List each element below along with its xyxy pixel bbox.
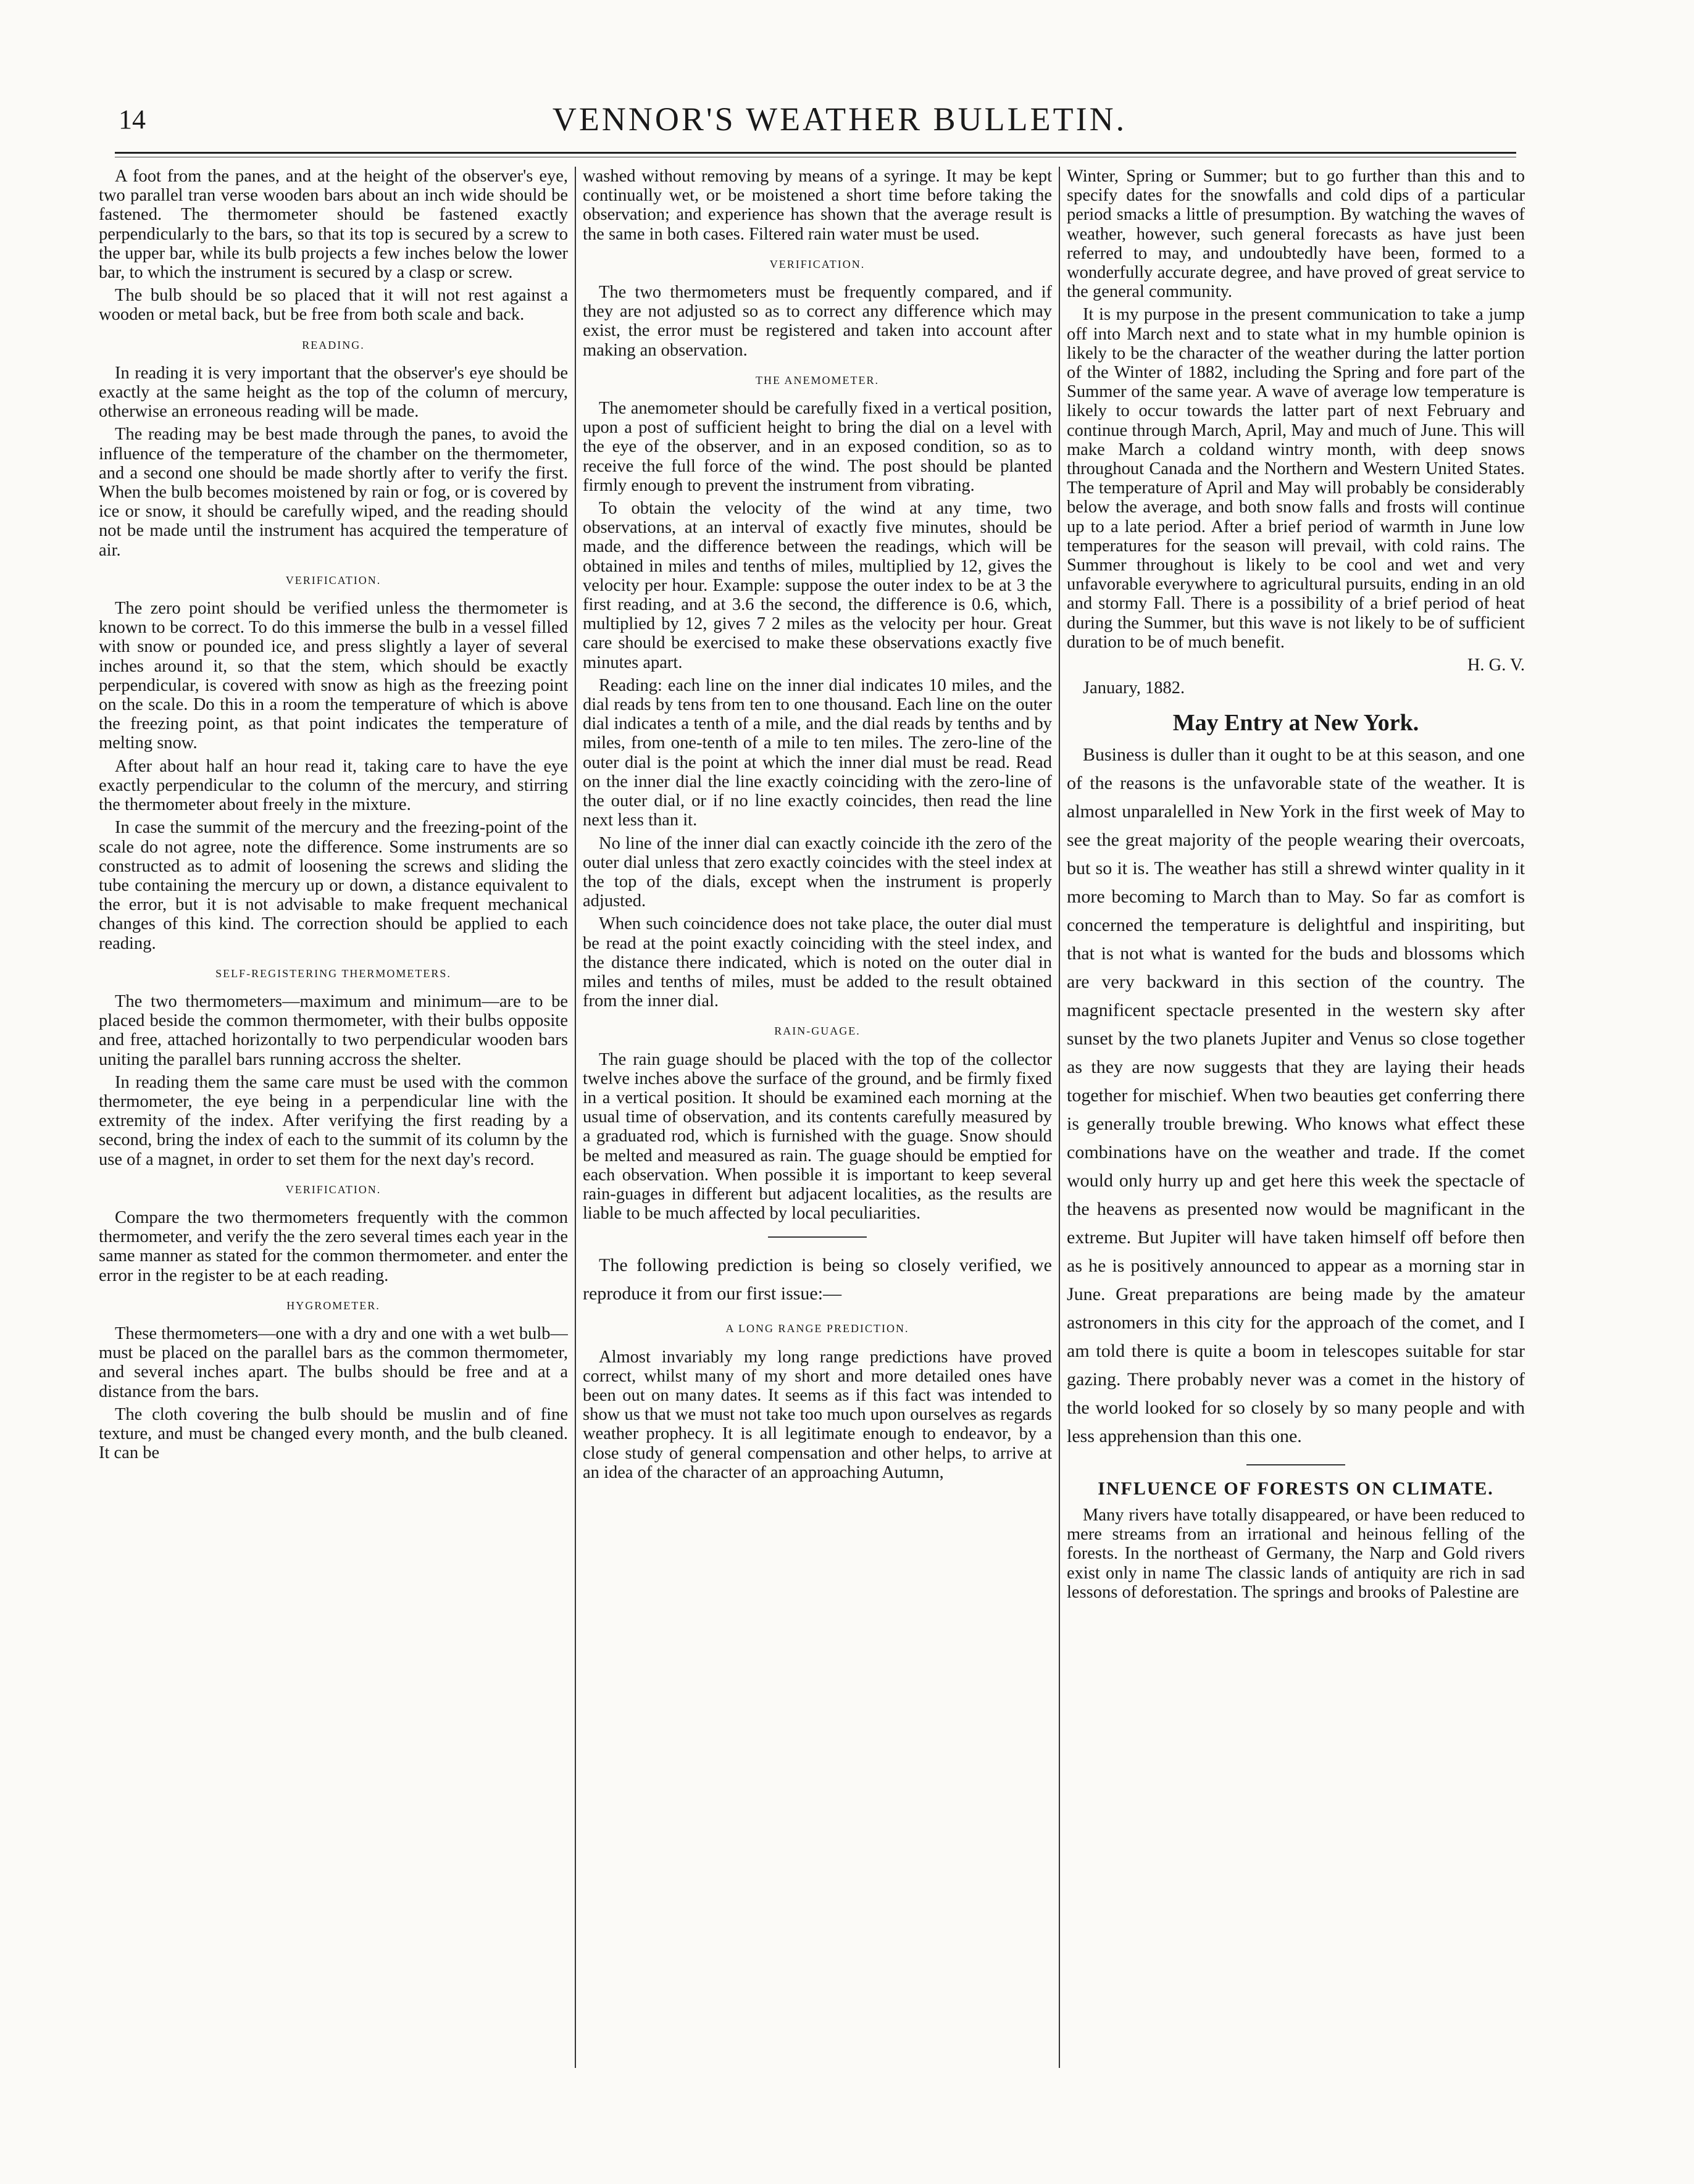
paragraph: Winter, Spring or Summer; but to go further than this and to specify dates for the snowfalls and cold dips of a particular period smacks a little of presumption. By watching the waves of weather, however, such general forecasts as have just been referred to may, and undoubtedly have been, formed to a wonderfully accurate degree, and have proved of great service to the general community. bbox=[1067, 167, 1525, 302]
paragraph: In case the summit of the mercury and the freezing-point of the scale do not agree, note the difference. Some instruments are so constructed as to admit of loosening the screws and sliding the tube containing the mercury up or down, a distance equivalent to the error, but it is not advisable to make frequent mechanical changes of this kind. The correction should be applied to each reading. bbox=[99, 818, 568, 953]
column-3 bbox=[1067, 167, 1525, 2080]
signature: H. G. V. bbox=[1467, 656, 1525, 675]
paragraph: The zero point should be verified unless the thermometer is known to be correct. To do this immerse the bulb in a vessel filled with snow or pounded ice, and press slightly a layer of several inches around it, so that the stem, which should be exactly perpendicular, is covered with snow as high as the freezing point on the scale. Do this in a room the temperature of which is above the freezing point, as that point indicates the temperature of melting snow. bbox=[99, 599, 568, 753]
section-heading-verification: VERIFICATION. bbox=[285, 573, 382, 586]
paragraph: These thermometers—one with a dry and one with a wet bulb—must be placed on the parallel bars as the common thermometer, and several inches apart. The bulbs should be free and at a distance from the bars. bbox=[99, 1323, 568, 1401]
paragraph: Almost invariably my long range predictions have proved correct, whilst many of my short and more detailed ones have been out on many dates. It seems as if this fact was intended to show us that we must not take too much upon ourselves as regards weather prophecy. It is all legitimate enough to endeavor, by a close study of general compensation and other helps, to arrive at an idea of the character of an approaching Autumn, bbox=[583, 1347, 1052, 1482]
paragraph: The reading may be best made through the panes, to avoid the influence of the temperature of the chamber on the thermometer, and a second one should be made shortly after to verify the first. When the bulb becomes moistened by rain or fog, or is covered by ice or snow, it should be carefully wiped, and the reading should not be made until the instrument has acquired the temperature of air. bbox=[99, 425, 568, 560]
article-headline-forests: INFLUENCE OF FORESTS ON CLIMATE. bbox=[1098, 1478, 1494, 1499]
section-heading-anemometer: THE ANEMOMETER. bbox=[756, 373, 879, 386]
paragraph: No line of the inner dial can exactly coincide ith the zero of the outer dial unless that zero exactly coincides with the steel index at the top of the dials, except when the instrument is properly adjusted. bbox=[583, 833, 1052, 911]
paragraph: In reading it is very important that the observer's eye should be exactly at the same height as the top of the column of mercury, otherwise an erroneous reading will be made. bbox=[99, 363, 568, 422]
paragraph: The two thermometers—maximum and minimum—are to be placed beside the common thermometer, with their bulbs opposite and free, attached horizontally to two perpendicular wooden bars uniting the parallel bars running accross the shelter. bbox=[99, 991, 568, 1069]
paragraph: Many rivers have totally disappeared, or have been reduced to mere streams from an irrational and heinous felling of the forests. In the northeast of Germany, the Narp and Gold rivers exist only in name The classic lands of antiquity are rich in sad lessons of deforestation. The springs and brooks of Palestine are bbox=[1067, 1505, 1525, 1602]
section-divider bbox=[768, 1236, 867, 1238]
paragraph: A foot from the panes, and at the height of the observer's eye, two parallel tran verse wooden bars about an inch wide should be fastened. The thermometer should be fastened exactly perpendicularly to the bars, so that its top is secured by a screw to the upper bar, while its bulb projects a few inches below the lower bar, to which the instrument is secured by a clasp or screw. bbox=[99, 167, 568, 283]
article-headline-may-entry: May Entry at New York. bbox=[1172, 710, 1419, 736]
section-divider bbox=[1246, 1464, 1345, 1465]
section-heading-hygrometer: HYGROMETER. bbox=[286, 1299, 380, 1312]
paragraph: Compare the two thermometers frequently with the common thermometer, and verify the the zero several times each year in the same manner as stated for the common thermometer. and enter the error in the register to be at each reading. bbox=[99, 1207, 568, 1285]
column-divider-2 bbox=[1059, 167, 1060, 2068]
paragraph: Reading: each line on the inner dial indicates 10 miles, and the dial reads by tens from ten to one thousand. Each line on the outer dial indicates a tenth of a mile, and the dial reads by tenths and by miles, from one-tenth of a mile to ten miles. The zero-line of the outer dial is the point at which the inner dial must be read. Read on the inner dial the line exactly coinciding with the zero-line of the outer dial, or if no line exactly coincides, then read the line next less than it. bbox=[583, 675, 1052, 830]
masthead-title: VENNOR'S WEATHER BULLETIN. bbox=[552, 101, 1127, 138]
page-number: 14 bbox=[119, 104, 146, 135]
paragraph: The rain guage should be placed with the top of the collector twelve inches above the surface of the ground, and be firmly fixed in a vertical position. It should be examined each morning at the usual time of observation, and its contents carefully measured by a graduated rod, which is furnished with the guage. Snow should be melted and measured as rain. The guage should be emptied for each observation. When possible it is important to keep several rain-guages in different but adjacent localities, as the results are liable to be much affected by local peculiarities. bbox=[583, 1049, 1052, 1223]
header-rule bbox=[115, 152, 1516, 154]
section-heading-self-registering: SELF-REGISTERING THERMOMETERS. bbox=[215, 967, 451, 980]
section-heading-rain-guage: RAIN-GUAGE. bbox=[774, 1025, 861, 1038]
paragraph: The bulb should be so placed that it will not rest against a wooden or metal back, but be free from both scale and back. bbox=[99, 286, 568, 325]
column-2 bbox=[583, 167, 1052, 2080]
paragraph: The cloth covering the bulb should be muslin and of fine texture, and must be changed every month, and the bulb cleaned. It can be bbox=[99, 1404, 568, 1463]
section-heading-verification-2: VERIFICATION. bbox=[285, 1183, 382, 1196]
paragraph: In reading them the same care must be used with the common thermometer, the eye being in a perpendicular line with the extremity of the index. After verifying the first reading by a second, bring the index of each to the summit of its column by the use of a magnet, in order to set them for the next day's record. bbox=[99, 1072, 568, 1169]
column-1 bbox=[99, 167, 568, 2080]
section-heading-verification: VERIFICATION. bbox=[769, 257, 866, 270]
column-divider-1 bbox=[575, 167, 576, 2068]
section-heading-reading: READING. bbox=[302, 338, 365, 351]
paragraph: The following prediction is being so closely verified, we reproduce it from our first issue:— bbox=[583, 1255, 1052, 1304]
paragraph: washed without removing by means of a syringe. It may be kept continually wet, or be moistened a short time before taking the observation; and experience has shown that the average result is the same in both cases. Filtered rain water must be used. bbox=[583, 167, 1052, 244]
paragraph: When such coincidence does not take place, the outer dial must be read at the point exactly coinciding with the steel index, and the distance there indicated, which is noted on the outer dial in miles and tenths of miles, must be added to the result obtained from the inner dial. bbox=[583, 914, 1052, 1011]
paragraph: It is my purpose in the present communication to take a jump off into March next and to state what in my humble opinion is likely to be the character of the weather during the latter portion of the Winter of 1882, including the Spring and fore part of the Summer of the same year. A wave of average low temperature is likely to occur towards the latter part of next February and continue through March, April, May and much of June. This will make March a coldand wintry month, with deep snows throughout Canada and the Northern and Western United States. The temperature of April and May will probably be considerably below the average, and both snow falls and frosts will continue up to a late period. After a brief period of warmth in June low temperatures for the season will prevail, with cold rains. The Summer throughout is likely to be cool and wet and very unfavorable everywhere to agricultural pursuits, ending in an old and stormy Fall. There is a possibility of a brief period of heat during the Summer, but this wave is not likely to be of sufficient duration to be of much benefit. bbox=[1067, 305, 1525, 652]
section-heading-prediction: A LONG RANGE PREDICTION. bbox=[725, 1322, 909, 1335]
paragraph: To obtain the velocity of the wind at any time, two observations, at an interval of exactly five minutes, should be made, and the difference between the readings, which will be obtained in miles and tenths of miles, multiplied by 12, gives the velocity per hour. Example: suppose the outer index to be at 3 the first reading, and at 3.6 the second, the difference is 0.6, which, multiplied by 12, gives 7 2 miles as the velocity per hour. Great care should be exercised to make these observations exactly five minutes apart. bbox=[583, 499, 1052, 672]
paragraph: Business is duller than it ought to be at this season, and one of the reasons is the unfavorable state of the weather. It is almost unparalelled in New York in the first week of May to see the great majority of the people wearing their overcoats, but so it is. The weather has still a shrewd winter quality in it more becoming to March than to May. So far as comfort is concerned the temperature is delightful and inspiriting, but that is not what is wanted for the buds and blossoms which are very backward in this section of the country. The magnificent spectacle presented in the western sky after sunset by the two planets Jupiter and Venus so close together as they are now suggests that they are laying their heads together for mischief. When two beauties get conferring there is generally trouble brewing. Who knows what effect these combinations have on the weather and trade. If the comet would only hurry up and get here this week the spectacle of the heavens as presented now would be magnificant in the extreme. But Jupiter will have taken himself off before then as he is positively announced to appear as a morning star in June. Great preparations are being made by the amateur astronomers in this city for the approach of the comet, and I am told there is quite a boom in telescopes suitable for star gazing. There probably never was a comet in the history of the world looked for so closely by so many people and with less apprehension than this one. bbox=[1067, 744, 1525, 1446]
paragraph: After about half an hour read it, taking care to have the eye exactly perpendicular to the column of the mercury, and stirring the thermometer about freely in the mixture. bbox=[99, 756, 568, 815]
paragraph: The two thermometers must be frequently compared, and if they are not adjusted so as to correct any difference which may exist, the error must be registered and taken into account after making an observation. bbox=[583, 283, 1052, 360]
dateline: January, 1882. bbox=[1083, 678, 1185, 698]
paragraph: The anemometer should be carefully fixed in a vertical position, upon a post of sufficient height to bring the dial on a level with the eye of the observer, and in an exposed condition, so as to receive the full force of the wind. The post should be planted firmly enough to prevent the instrument from vibrating. bbox=[583, 399, 1052, 495]
